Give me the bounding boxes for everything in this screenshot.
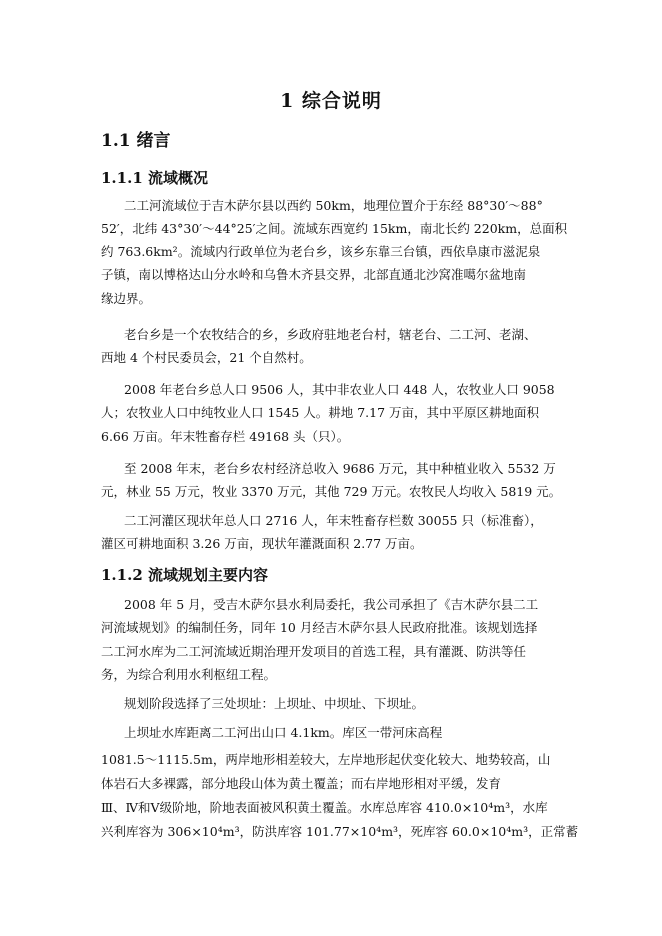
section-heading-1-1-2: 1.1.2 流域规划主要内容 [101, 566, 268, 584]
paragraph-line: 2008 年老台乡总人口 9506 人，其中非农业人口 448 人，农牧业人口 9058 [124, 382, 555, 397]
paragraph-line: 二工河灌区现状年总人口 2716 人，年末牲畜存栏数 30055 只（标准畜）， [124, 513, 543, 528]
paragraph-line: 1081.5～1115.5m，两岸地形相差较大，左岸地形起伏变化较大、地势较高，山 [101, 752, 551, 767]
paragraph-line: 52′，北纬 43°30′～44°25′之间。流域东西宽约 15km，南北长约 220km，总面积 [101, 221, 568, 236]
paragraph-line: 兴利库容为 306×10⁴m³，防洪库容 101.77×10⁴m³，死库容 60.0×10⁴m³，正常蓄 [101, 824, 579, 839]
paragraph-line: 二工河水库为二工河流域近期治理开发项目的首选工程，具有灌溉、防洪等任 [101, 644, 527, 659]
paragraph-line: 缘边界。 [101, 291, 152, 306]
paragraph-line: 子镇，南以博格达山分水岭和乌鲁木齐县交界，北部直通北沙窝准噶尔盆地南 [101, 267, 527, 282]
section-heading-1-1: 1.1 绪言 [101, 131, 171, 151]
page-title: 1 综合说明 [280, 90, 382, 112]
paragraph-line: 元，林业 55 万元，牧业 3370 万元，其他 729 万元。农牧民人均收入 5819 元。 [101, 484, 562, 499]
paragraph-line: 务，为综合利用水利枢纽工程。 [101, 667, 277, 682]
paragraph-line: 2008 年 5 月，受吉木萨尔县水利局委托，我公司承担了《吉木萨尔县二工 [124, 597, 539, 612]
paragraph-line: 6.66 万亩。年末牲畜存栏 49168 头（只）。 [101, 429, 350, 444]
paragraph-line: 约 763.6km²。流域内行政单位为老台乡，该乡东靠三台镇，西依阜康市滋泥泉 [101, 244, 541, 259]
paragraph-line: 河流域规划》的编制任务，同年 10 月经吉木萨尔县人民政府批准。该规划选择 [101, 620, 538, 635]
paragraph-line: 二工河流域位于吉木萨尔县以西约 50km，地理位置介于东经 88°30′～88° [124, 198, 543, 213]
paragraph-line: 老台乡是一个农牧结合的乡，乡政府驻地老台村，辖老台、二工河、老湖、 [124, 327, 537, 342]
section-heading-1-1-1: 1.1.1 流域概况 [101, 169, 208, 187]
paragraph-line: 灌区可耕地面积 3.26 万亩，现状年灌溉面积 2.77 万亩。 [101, 536, 423, 551]
paragraph-line: 人；农牧业人口中纯牧业人口 1545 人。耕地 7.17 万亩，其中平原区耕地面积 [101, 405, 540, 420]
paragraph-line: 上坝址水库距离二工河出山口 4.1km。库区一带河床高程 [124, 725, 443, 740]
paragraph-line: 至 2008 年末，老台乡农村经济总收入 9686 万元，其中种植业收入 5532 万 [124, 461, 556, 476]
paragraph-line: Ⅲ、Ⅳ和Ⅴ级阶地，阶地表面被风积黄土覆盖。水库总库容 410.0×10⁴m³，水库 [101, 800, 548, 815]
paragraph-line: 体岩石大多裸露，部分地段山体为黄土覆盖；而右岸地形相对平缓，发育 [101, 776, 502, 791]
paragraph-line: 规划阶段选择了三处坝址：上坝址、中坝址、下坝址。 [124, 696, 425, 711]
paragraph-line: 西地 4 个村民委员会，21 个自然村。 [101, 350, 312, 365]
